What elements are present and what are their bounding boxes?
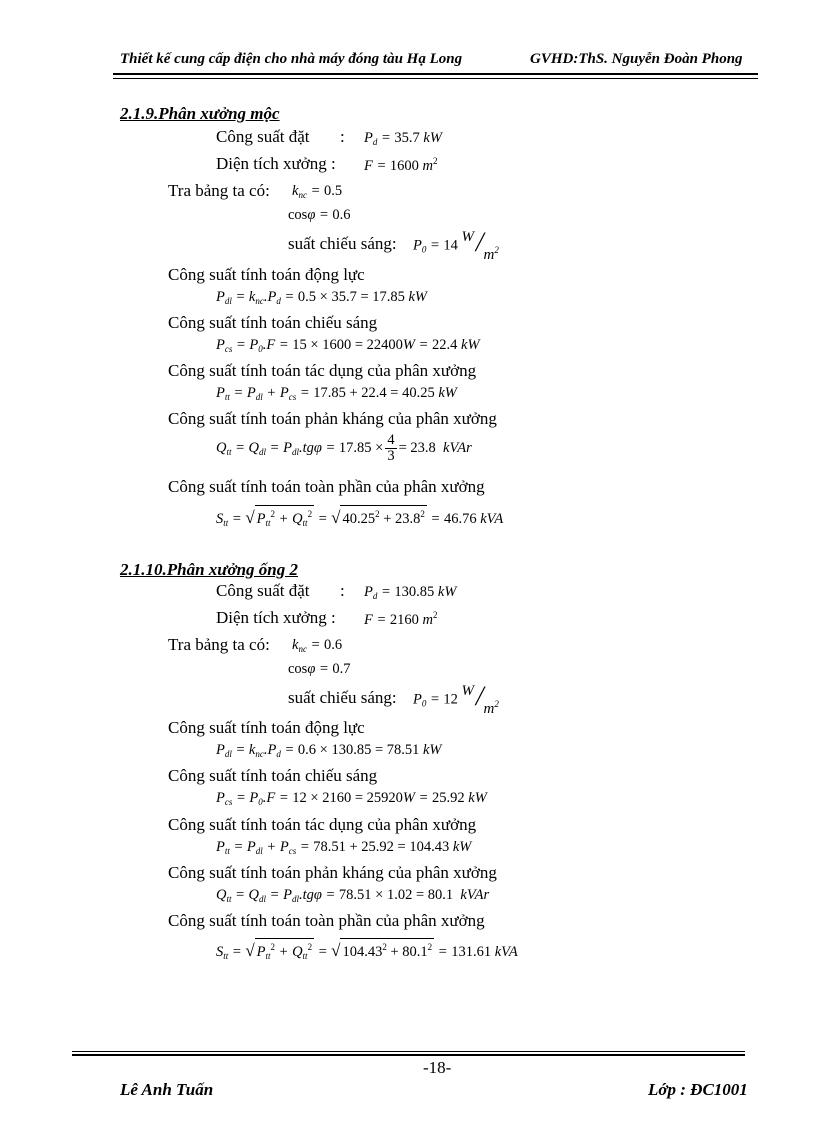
dynamic-power-label: Công suất tính toán động lực <box>168 265 365 284</box>
lighting-density-label: suất chiếu sáng: <box>288 688 397 707</box>
area-label: Diện tích xưởng : <box>216 154 336 173</box>
cos-formula: cosφ = 0.6 <box>288 207 351 223</box>
lighting-density-value: 14 <box>443 237 458 254</box>
header-document-title: Thiết kế cung cấp điện cho nhà máy đóng tàu Hạ Long <box>120 51 463 67</box>
cos-formula: cosφ = 0.7 <box>288 661 351 677</box>
lighting-power-label: Công suất tính toán chiếu sáng <box>168 313 378 332</box>
cos-value: 0.6 <box>332 207 351 223</box>
lighting-density-formula: $P_0 = 14$ W / $m^2$ <box>413 227 499 263</box>
footer-rule-thin <box>72 1051 745 1052</box>
lighting-density-formula: $P_0 = 12$ W / $m^2$ <box>413 681 499 717</box>
active-power-formula: $P_{tt} = P_{dl} + P_{cs} = 78.51 + 25.92 = 104.43$ kW <box>216 839 472 856</box>
apparent-power-formula: $S_{tt}$ = √ $P_{tt}^2 + Q_{tt}^2$ = √ $104.43^2 + 80.1^2 = 131.61$ kVA <box>216 938 518 965</box>
reactive-power-label: Công suất tính toán phản kháng của phân xưởng <box>168 863 497 882</box>
apparent-power-formula: $S_{tt}$ = √ $P_{tt}^2 + Q_{tt}^2$ = √ $40.25^2 + 23.8^2 = 46.76$ kVA <box>216 505 503 532</box>
page-number: -18- <box>423 1058 452 1077</box>
installed-power-label: Công suất đặt <box>216 127 310 146</box>
knc-formula: $k_{nc} = 0.6$ <box>292 637 343 654</box>
apparent-power-label: Công suất tính toán toàn phần của phân xưởng <box>168 477 485 496</box>
colon: : <box>340 581 345 600</box>
installed-power-formula: $P_d = 35.7$ kW <box>364 130 442 147</box>
apparent-power-label: Công suất tính toán toàn phần của phân xưởng <box>168 911 485 930</box>
fraction-numerator: 4 <box>387 432 395 448</box>
section-title-pipe-workshop-2: 2.1.10.Phân xưởng ống 2 <box>120 560 299 579</box>
active-power-label: Công suất tính toán tác dụng của phân xưởng <box>168 361 477 380</box>
installed-power-value: 35.7 <box>394 130 420 146</box>
active-power-label: Công suất tính toán tác dụng của phân xưởng <box>168 815 477 834</box>
dynamic-power-label: Công suất tính toán động lực <box>168 718 365 737</box>
reactive-power-formula: $Q_{tt} = Q_{dl} = P_{dl}.tg\varphi = 17.85$ × $\frac{4}{3}$ = 23.8 kVAr <box>216 432 472 464</box>
footer-class: Lớp : ĐC1001 <box>648 1080 748 1099</box>
fraction-denominator: 3 <box>387 448 395 464</box>
lighting-power-formula: $P_{cs} = P_0.F = 15 \times 1600 = 22400W = 22.4$ kW <box>216 337 480 354</box>
header-rule-thick <box>113 73 758 75</box>
lighting-density-label: suất chiếu sáng: <box>288 234 397 253</box>
installed-power-formula: $P_d = 130.85$ kW <box>364 584 457 601</box>
dynamic-power-formula: $P_{dl} = k_{nc}.P_d = 0.6 \times 130.85 = 78.51$ kW <box>216 742 442 759</box>
lighting-power-formula: $P_{cs} = P_0.F = 12 \times 2160 = 25920W = 25.92$ kW <box>216 790 487 807</box>
knc-formula: $k_{nc} = 0.5$ <box>292 183 343 200</box>
active-power-formula: $P_{tt} = P_{dl} + P_{cs} = 17.85 + 22.4 = 40.25$ kW <box>216 385 457 402</box>
lighting-power-label: Công suất tính toán chiếu sáng <box>168 766 378 785</box>
colon: : <box>340 127 345 146</box>
footer-rule-thick <box>72 1054 745 1056</box>
section-title-wood-workshop: 2.1.9.Phân xưởng mộc <box>120 104 280 123</box>
reactive-power-formula: $Q_{tt} = Q_{dl} = P_{dl}.tg\varphi = 78.51 \times 1.02 = 80.1$ kVAr <box>216 887 490 904</box>
footer-author: Lê Anh Tuấn <box>120 1080 214 1099</box>
reactive-power-label: Công suất tính toán phản kháng của phân xưởng <box>168 409 497 428</box>
area-value: 1600 <box>389 158 419 174</box>
knc-value: 0.5 <box>323 183 343 199</box>
installed-power-label: Công suất đặt <box>216 581 310 600</box>
lookup-label: Tra bảng ta có: <box>168 635 270 654</box>
header-supervisor: GVHD:ThS. Nguyễn Đoàn Phong <box>530 51 743 67</box>
area-label: Diện tích xưởng : <box>216 608 336 627</box>
header-rule-thin <box>113 78 758 79</box>
area-formula: F = 1600 $m^2$ <box>364 156 438 174</box>
lookup-label: Tra bảng ta có: <box>168 181 270 200</box>
area-formula: F = 2160 $m^2$ <box>364 610 438 628</box>
dynamic-power-formula: $P_{dl} = k_{nc}.P_d = 0.5 \times 35.7 = 17.85$ kW <box>216 289 428 306</box>
